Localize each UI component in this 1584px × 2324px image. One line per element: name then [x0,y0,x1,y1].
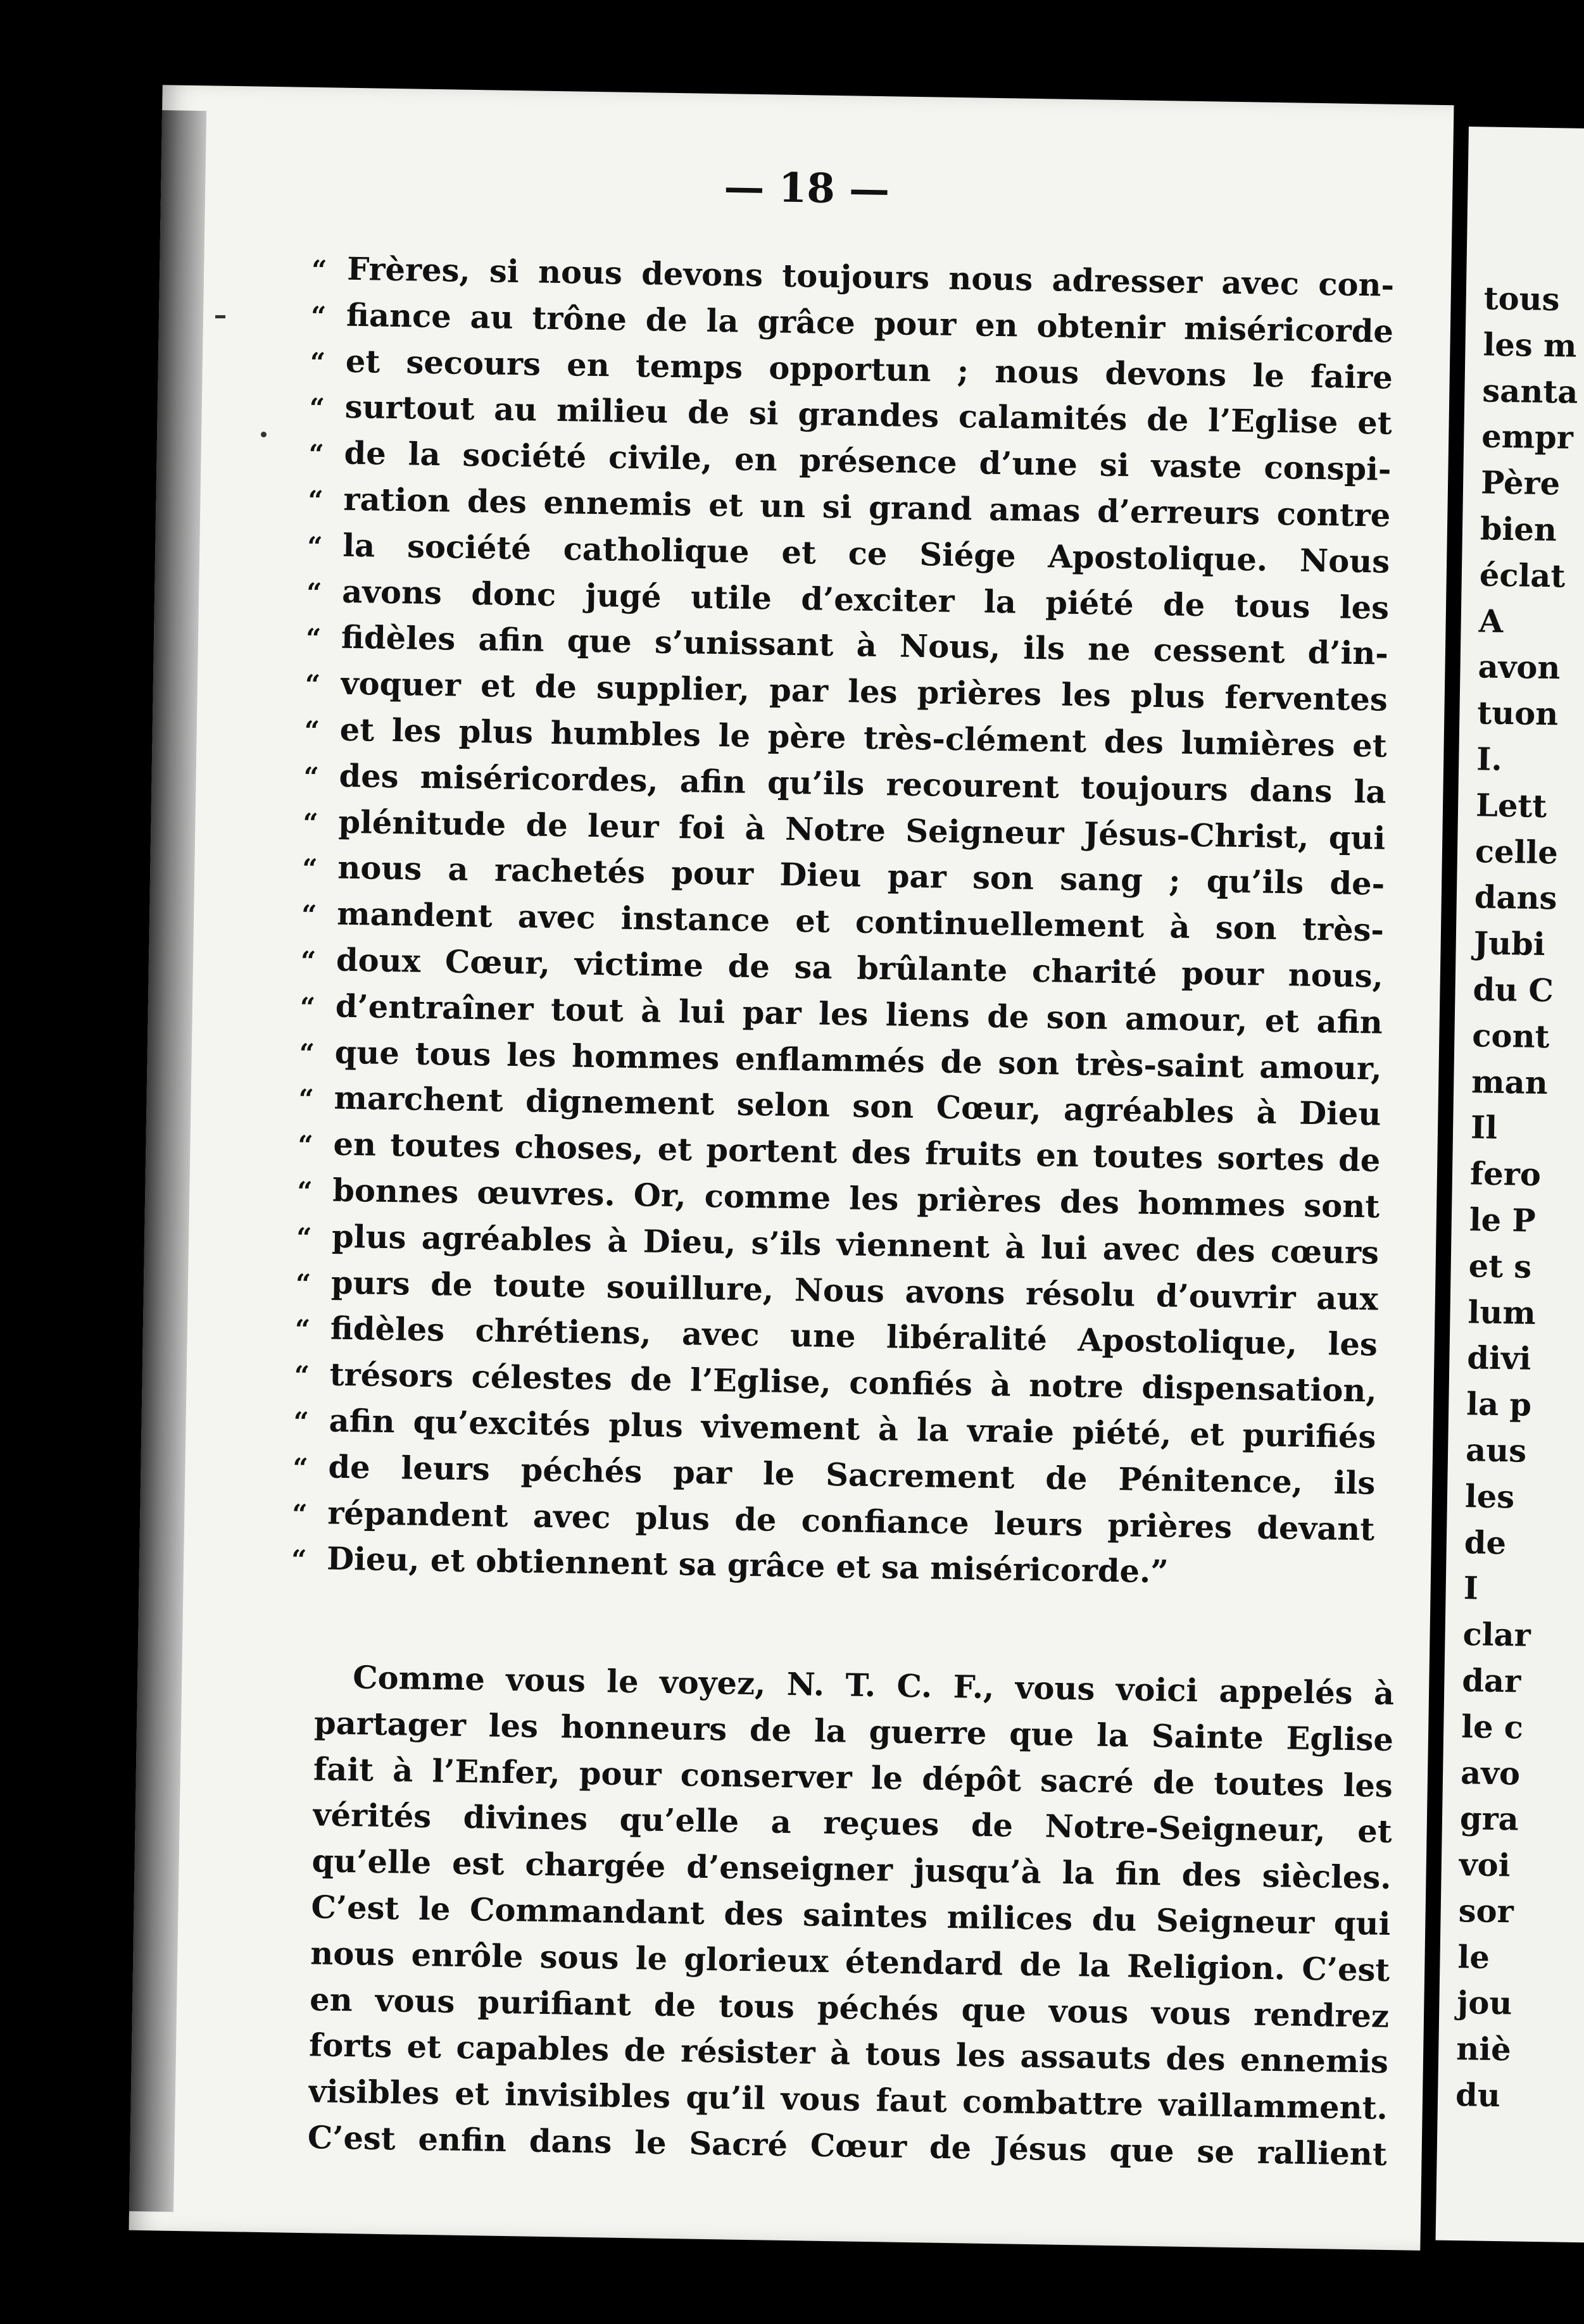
facing-page-line: niè [1455,2030,1512,2068]
facing-page-line: Jubi [1473,925,1546,963]
page-number: — 18 — [723,163,890,214]
quote-mark: “ [301,853,318,885]
quote-mark: “ [310,346,326,378]
facing-page-line: aus [1465,1432,1527,1470]
facing-page-line: cont [1471,1017,1550,1055]
body-line: en vous purifiant de tous péchés que vous vous rendrez [309,1980,1390,2035]
quote-mark: “ [306,577,322,608]
quote-line-text: de la société civile, en présence d’une si vaste conspi- [344,434,1392,488]
facing-page-line: dans [1474,878,1557,917]
quote-mark: “ [291,1544,307,1576]
body-line: partager les honneurs de la guerre que la Sainte Eglise [313,1704,1394,1758]
body-line: vérités divines qu’elle a reçues de Notre-Seigneur, et [312,1796,1393,1851]
facing-page-line: les [1464,1477,1515,1516]
facing-page-line: bien [1480,510,1557,549]
quote-line-text: doux Cœur, victime de sa brûlante charité pour nous, [336,941,1384,995]
facing-page-line: man [1471,1063,1549,1101]
facing-page-line: Père [1480,464,1561,503]
quote-line-text: la société catholique et ce Siége Apostolique. Nous [342,527,1390,580]
facing-page-line: tuon [1476,694,1559,733]
quote-line-text: des miséricordes, afin qu’ils recourent toujours dans la [339,757,1386,811]
quote-mark: “ [292,1452,309,1484]
quote-line-text: en toutes choses, et portent des fruits en toutes sortes de [333,1125,1381,1179]
quote-mark: “ [298,1084,315,1115]
quote-mark: “ [294,1359,310,1392]
quote-line-text: avons donc jugé utile d’exciter la piété de tous les [341,573,1390,627]
quote-mark: “ [298,1129,314,1161]
facing-page-line: avon [1478,648,1561,687]
body-line: nous enrôle sous le glorieux étendard de la Religion. C’est [310,1935,1390,1989]
facing-page-line: le P [1469,1201,1537,1239]
quote-mark: “ [299,1037,315,1069]
quote-mark: “ [294,1314,311,1346]
facing-page-line: sor [1458,1892,1514,1930]
facing-page-line: éclat [1479,556,1566,595]
facing-page-line: la p [1466,1385,1532,1423]
quote-line-text: plus agréables à Dieu, s’ils viennent à lui avec des cœurs [331,1218,1380,1271]
page-binding-shadow [129,110,206,2212]
book-page [129,85,1454,2251]
facing-page-line: avo [1460,1754,1521,1792]
quote-mark: “ [300,945,317,977]
quote-line-text: purs de toute souillure, Nous avons résolu d’ouvrir aux [330,1264,1379,1318]
body-line: C’est enfin dans le Sacré Cœur de Jésus que se rallient [307,2119,1388,2173]
facing-page-line: santa [1481,372,1578,411]
facing-page-line: voi [1459,1846,1511,1884]
quote-line-text: voquer et de supplier, par les prières les plus ferventes [340,665,1388,718]
facing-page-line: lum [1468,1293,1537,1332]
quote-line-text: Frères, si nous devons toujours nous adresser avec con- [346,250,1395,304]
quoted-passage [291,246,1395,1599]
facing-page-line: I. [1476,740,1503,778]
quote-line-text: fiance au trône de la grâce pour en obtenir miséricorde [346,296,1394,350]
margin-dot [261,432,267,437]
quote-mark: “ [311,254,327,286]
quote-mark: “ [295,1268,311,1299]
quote-line-text: plénitude de leur foi à Notre Seigneur Jésus-Christ, qui [338,803,1386,857]
facing-page-line: tous [1483,280,1560,318]
facing-page-line: le [1457,1938,1490,1976]
quote-mark: “ [301,899,317,931]
quote-mark: “ [309,392,325,424]
body-line: Comme vous le voyez, N. T. C. F., vous voici appelés à [352,1659,1395,1713]
facing-page-line: Lett [1475,787,1547,825]
facing-page-line: les m [1483,326,1577,365]
quote-line-text: que tous les hommes enflammés de son très-saint amour, [334,1034,1383,1087]
body-line: C’est le Commandant des saintes milices du Seigneur qui [311,1889,1391,1942]
quote-line-text: afin qu’excités plus vivement à la vraie piété, et purifiés [329,1402,1376,1456]
body-paragraph [307,1654,1394,2177]
facing-page-line: le c [1461,1708,1524,1746]
quote-mark: “ [296,1221,312,1253]
quote-line-text: surtout au milieu de si grandes calamités de l’Eglise et [344,389,1393,442]
quote-mark: “ [310,300,327,332]
quote-mark: “ [308,484,324,516]
quote-line-text: marchent dignement selon son Cœur, agréables à Dieu [334,1079,1381,1133]
quote-line-text: fidèles afin que s’unissant à Nous, ils ne cessent d’in- [341,619,1389,673]
facing-page-line: dar [1461,1662,1521,1700]
quote-mark: “ [304,715,320,747]
quote-line-text: fidèles chrétiens, avec une libéralité Apostolique, les [330,1309,1378,1363]
facing-page-line: gra [1459,1800,1519,1838]
facing-page-text [1455,275,1580,2120]
quote-mark: “ [293,1406,310,1437]
facing-page-line: A [1478,602,1504,640]
quote-mark: “ [305,623,322,654]
quote-mark: “ [303,807,319,839]
facing-page-line: jou [1456,1984,1512,2022]
quote-line-text: et secours en temps opportun ; nous devons le faire [345,342,1393,396]
facing-page-line: du [1455,2077,1501,2115]
quote-line-text: mandent avec instance et continuellement à son très- [336,895,1385,949]
body-line: forts et capables de résister à tous les assauts des ennemis [308,2027,1389,2081]
facing-page-strip [1436,127,1584,2243]
facing-page-line: clar [1462,1616,1531,1654]
facing-page-line: et s [1468,1247,1532,1285]
facing-page-line: celle [1474,832,1559,871]
quote-mark: “ [306,530,323,563]
quote-mark: “ [296,1175,313,1208]
facing-page-line: du C [1473,971,1554,1009]
facing-page-line: Il [1470,1109,1498,1147]
quote-mark: “ [303,761,320,792]
margin-mark [215,315,225,318]
quote-line-text: de leurs péchés par le Sacrement de Pénitence, ils [328,1448,1376,1502]
quote-line-text: bonnes œuvres. Or, comme les prières des hommes sont [332,1171,1380,1225]
body-line: visibles et invisibles qu’il vous faut combattre vaillamment. [308,2073,1388,2127]
facing-page-line: fero [1469,1155,1542,1194]
facing-page-line: I [1463,1570,1479,1607]
quote-line-text: trésors célestes de l’Eglise, confiés à notre dispensation, [329,1356,1378,1409]
facing-page-line: de [1464,1523,1507,1561]
quote-mark: “ [291,1498,308,1530]
quote-line-text: nous a rachetés pour Dieu par son sang ; qu’ils de- [337,849,1385,903]
facing-page-line: empr [1481,418,1574,457]
quote-line-text: Dieu, et obtiennent sa grâce et sa miséricorde.” [326,1540,1169,1590]
quote-line-text: répandent avec plus de confiance leurs prières devant [327,1494,1375,1548]
body-line: qu’elle est chargée d’enseigner jusqu’à la fin des siècles. [311,1842,1392,1897]
body-line: fait à l’Enfer, pour conserver le dépôt sacré de toutes les [313,1750,1393,1804]
quote-mark: “ [308,439,325,470]
quote-mark: “ [299,991,316,1023]
facing-page-line: divi [1466,1339,1531,1378]
quote-mark: “ [305,669,321,701]
quote-line-text: d’entraîner tout à lui par les liens de son amour, et afin [335,987,1383,1041]
quote-line-text: ration des ennemis et un si grand amas d’erreurs contre [343,480,1391,534]
quote-line-text: et les plus humbles le père très-clément des lumières et [339,711,1388,765]
